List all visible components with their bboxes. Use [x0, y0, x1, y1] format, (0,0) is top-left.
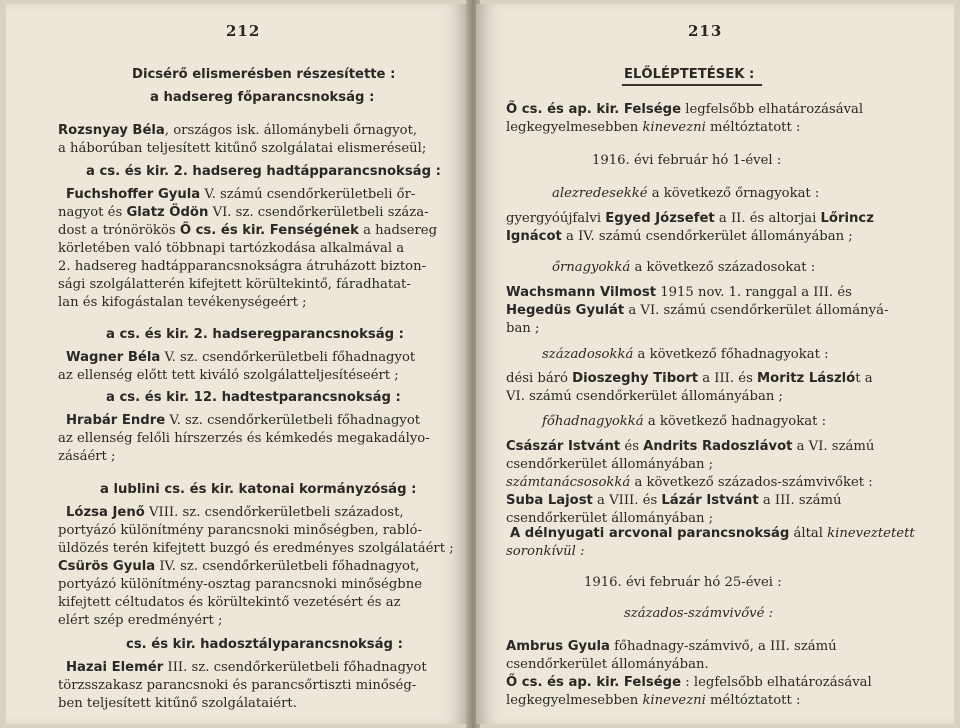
body-text: , országos isk. állománybeli őrnagyot, [164, 123, 418, 138]
text-line [126, 636, 403, 653]
name-text: Ignácot [506, 229, 562, 244]
body-text: legfelsőbb elhatározásával [681, 102, 864, 117]
text-line [506, 674, 872, 691]
text-line [58, 367, 399, 384]
text-line [132, 66, 395, 83]
body-text: 2. hadsereg hadtápparancsnokságra átruházott bizton- [58, 259, 427, 274]
body-text: legkegyelmesebben [506, 120, 643, 135]
italic-text: őrnagyokká [552, 260, 631, 275]
section-heading: a hadsereg főparancsnokság : [150, 90, 375, 105]
body-text: V. sz. csendőrkerületbeli főhadnagyot [165, 413, 421, 428]
name-text: Wachsmann Vilmost [506, 285, 657, 300]
name-text: Ő cs. és ap. kir. Felsége [506, 675, 682, 690]
text-line [506, 210, 874, 227]
body-text: a III. és [698, 371, 758, 386]
body-text: VIII. sz. csendőrkerületbeli századost, [144, 505, 404, 520]
text-line [506, 474, 873, 491]
body-text: ban ; [506, 321, 540, 336]
body-text: elért szép eredményért ; [58, 613, 223, 628]
body-text: portyázó különítmény-osztag parancsnoki minőségbne [58, 577, 423, 592]
italic-text: soronkívül : [506, 544, 585, 559]
italic-text: alezredesekké [552, 186, 648, 201]
text-line [58, 695, 297, 712]
italic-text: századosokká [542, 347, 634, 362]
text-line [624, 66, 754, 83]
text-line [106, 389, 401, 406]
right-page [476, 4, 954, 724]
body-text: a következő őrnagyokat : [647, 186, 820, 201]
body-text: a hadsereg [358, 223, 438, 238]
name-text: Csürös Gyula [58, 559, 156, 574]
text-line [506, 456, 713, 473]
text-line [100, 481, 416, 498]
name-text: Moritz László [757, 371, 856, 386]
body-text: zásáért ; [58, 449, 116, 464]
italic-text: kineveztetett [827, 526, 915, 541]
name-text: Császár Istvánt [506, 439, 621, 454]
body-text: a háborúban teljesített kitűnő szolgálatai elismeréseül; [58, 141, 427, 156]
heading-underline [622, 84, 762, 86]
text-line [510, 525, 915, 542]
text-line [592, 152, 781, 169]
body-text: : legfelsőbb elhatározásával [681, 675, 872, 690]
name-text: Lózsa Jenő [66, 505, 145, 520]
body-text: lan és kifogástalan tevékenységeért ; [58, 295, 307, 310]
name-text: Rozsnyay Béla [58, 123, 165, 138]
body-text: csendőrkerület állományában. [506, 657, 709, 672]
body-text: a következő főhadnagyokat : [633, 347, 829, 362]
name-text: Ő cs. és kir. Fenségének [179, 223, 359, 238]
name-text: A délnyugati arcvonal parancsnokság [510, 526, 790, 541]
text-line [506, 692, 800, 709]
name-text: Andrits Radoszlávot [643, 439, 793, 454]
text-line [542, 346, 829, 363]
body-text: ben teljesített kitűnő szolgálataiért. [58, 696, 297, 711]
body-text: 1916. évi február hó 1-ével : [592, 153, 782, 168]
body-text: az ellenség előtt tett kiváló szolgálatteljesítéseért ; [58, 368, 399, 383]
text-line [66, 504, 404, 521]
text-line [58, 612, 222, 629]
text-line [506, 438, 874, 455]
name-text: Dioszeghy Tibort [572, 371, 699, 386]
body-text: dost a trónörökös [58, 223, 180, 238]
italic-text: kinevezni [642, 120, 706, 135]
body-text: a következő századosokat : [630, 260, 816, 275]
text-line [66, 412, 420, 429]
text-line [506, 638, 837, 655]
body-text: 1916. évi február hó 25-évei : [584, 575, 782, 590]
name-text: Lőrincz [820, 211, 874, 226]
text-line [506, 284, 852, 301]
section-heading: a cs. és kir. 2. hadseregparancsnokság : [106, 327, 404, 342]
body-text: csendőrkerület állományában ; [506, 511, 714, 526]
body-text: által [789, 526, 828, 541]
text-line [552, 185, 819, 202]
body-text: VI. számú csendőrkerület állományában ; [506, 389, 783, 404]
name-text: Ambrus Gyula [506, 639, 610, 654]
body-text: nagyot és [58, 205, 127, 220]
text-line [66, 186, 415, 203]
text-line [58, 677, 416, 694]
name-text: Fuchshoffer Gyula [66, 187, 201, 202]
text-line [58, 140, 426, 157]
body-text: méltóztatott : [705, 693, 801, 708]
text-line [552, 259, 815, 276]
name-text: Lázár Istvánt [661, 493, 759, 508]
text-line [506, 492, 841, 509]
text-line [624, 605, 773, 622]
text-line [150, 89, 374, 106]
name-text: Wagner Béla [66, 350, 161, 365]
body-text: és [620, 439, 644, 454]
text-line [58, 294, 307, 311]
text-line [506, 543, 584, 560]
text-line [58, 222, 437, 239]
body-text: legkegyelmesebben [506, 693, 643, 708]
section-heading: Dicsérő elismerésben részesítette : [132, 67, 396, 82]
body-text: V. sz. csendőrkerületbeli főhadnagyot [160, 350, 416, 365]
text-line [86, 163, 441, 180]
body-text: portyázó különítmény parancsnoki minőségben, rabló- [58, 523, 422, 538]
body-text: 1915 nov. 1. ranggal a III. és [656, 285, 852, 300]
body-text: a II. és altorjai [714, 211, 821, 226]
section-heading: cs. és kir. hadosztályparancsnokság : [126, 637, 403, 652]
body-text: V. számú csendőrkerületbeli őr- [200, 187, 416, 202]
page-number: 213 [688, 22, 723, 40]
text-line [58, 540, 454, 557]
body-text: az ellenség felőli hírszerzés és kémkedés megakadályo- [58, 431, 430, 446]
name-text: Hegedüs Gyulát [506, 303, 625, 318]
section-heading: a lublini cs. és kir. katonai kormányzóság : [100, 482, 417, 497]
body-text: a IV. számú csendőrkerület állományában ; [561, 229, 853, 244]
name-text: Egyed Józsefet [605, 211, 715, 226]
text-line [58, 240, 404, 257]
section-heading: ELŐLÉPTETÉSEK : [624, 67, 755, 82]
body-text: sági szolgálatterén kifejtett körültekintő, fáradhatat- [58, 277, 411, 292]
text-line [66, 659, 427, 676]
text-line [58, 594, 401, 611]
body-text: a III. számú [758, 493, 842, 508]
text-line [506, 119, 800, 136]
body-text: a VI. számú csendőrkerület állományá- [624, 303, 889, 318]
name-text: Suba Lajost [506, 493, 593, 508]
body-text: törzsszakasz parancsnoki és parancsőrtiszti minőség- [58, 678, 417, 693]
text-line [58, 258, 426, 275]
text-line [542, 413, 826, 430]
body-text: csendőrkerület állományában ; [506, 457, 714, 472]
page-number: 212 [226, 22, 261, 40]
italic-text: kinevezni [642, 693, 706, 708]
body-text: IV. sz. csendőrkerületbeli főhadnagyot, [155, 559, 420, 574]
body-text: a következő hadnagyokat : [643, 414, 827, 429]
text-line [506, 388, 783, 405]
body-text: VI. sz. csendőrkerületbeli száza- [208, 205, 429, 220]
italic-text: százados-számvivővé : [624, 606, 774, 621]
body-text: III. sz. csendőrkerületbeli főhadnagyot [163, 660, 427, 675]
text-line [506, 228, 853, 245]
section-heading: a cs. és kir. 12. hadtestparancsnokság : [106, 390, 401, 405]
left-page [6, 4, 468, 724]
text-line [58, 430, 430, 447]
body-text: dési báró [506, 371, 573, 386]
body-text: gyergyóújfalvi [506, 211, 606, 226]
text-line [58, 276, 411, 293]
text-line [66, 349, 415, 366]
text-line [58, 448, 115, 465]
body-text: t a [855, 371, 873, 386]
name-text: Hrabár Endre [66, 413, 166, 428]
text-line [58, 576, 422, 593]
body-text: körletében való többnapi tartózkodása alkalmával a [58, 241, 405, 256]
text-line [58, 558, 419, 575]
name-text: Ő cs. és ap. kir. Felsége [506, 102, 682, 117]
body-text: kifejtett céltudatos és körültekintő vezetésért és az [58, 595, 401, 610]
text-line [506, 302, 888, 319]
text-line [506, 370, 873, 387]
body-text: méltóztatott : [705, 120, 801, 135]
italic-text: főhadnagyokká [542, 414, 644, 429]
text-line [106, 326, 404, 343]
name-text: Hazai Elemér [66, 660, 164, 675]
body-text: a VI. számú [792, 439, 875, 454]
text-line [58, 204, 429, 221]
body-text: főhadnagy-számvivő, a III. számú [609, 639, 837, 654]
body-text: üldözés terén kifejtett buzgó és eredményes szolgálatáért ; [58, 541, 454, 556]
text-line [58, 522, 422, 539]
text-line [506, 656, 709, 673]
body-text: a következő százados-számvivőket : [630, 475, 873, 490]
text-line [584, 574, 782, 591]
name-text: Glatz Ödön [126, 205, 209, 220]
text-line [58, 122, 417, 139]
text-line [506, 320, 539, 337]
body-text: a VIII. és [592, 493, 662, 508]
italic-text: számtanácsosokká [506, 475, 631, 490]
section-heading: a cs. és kir. 2. hadsereg hadtápparancsnokság : [86, 164, 441, 179]
text-line [506, 101, 863, 118]
